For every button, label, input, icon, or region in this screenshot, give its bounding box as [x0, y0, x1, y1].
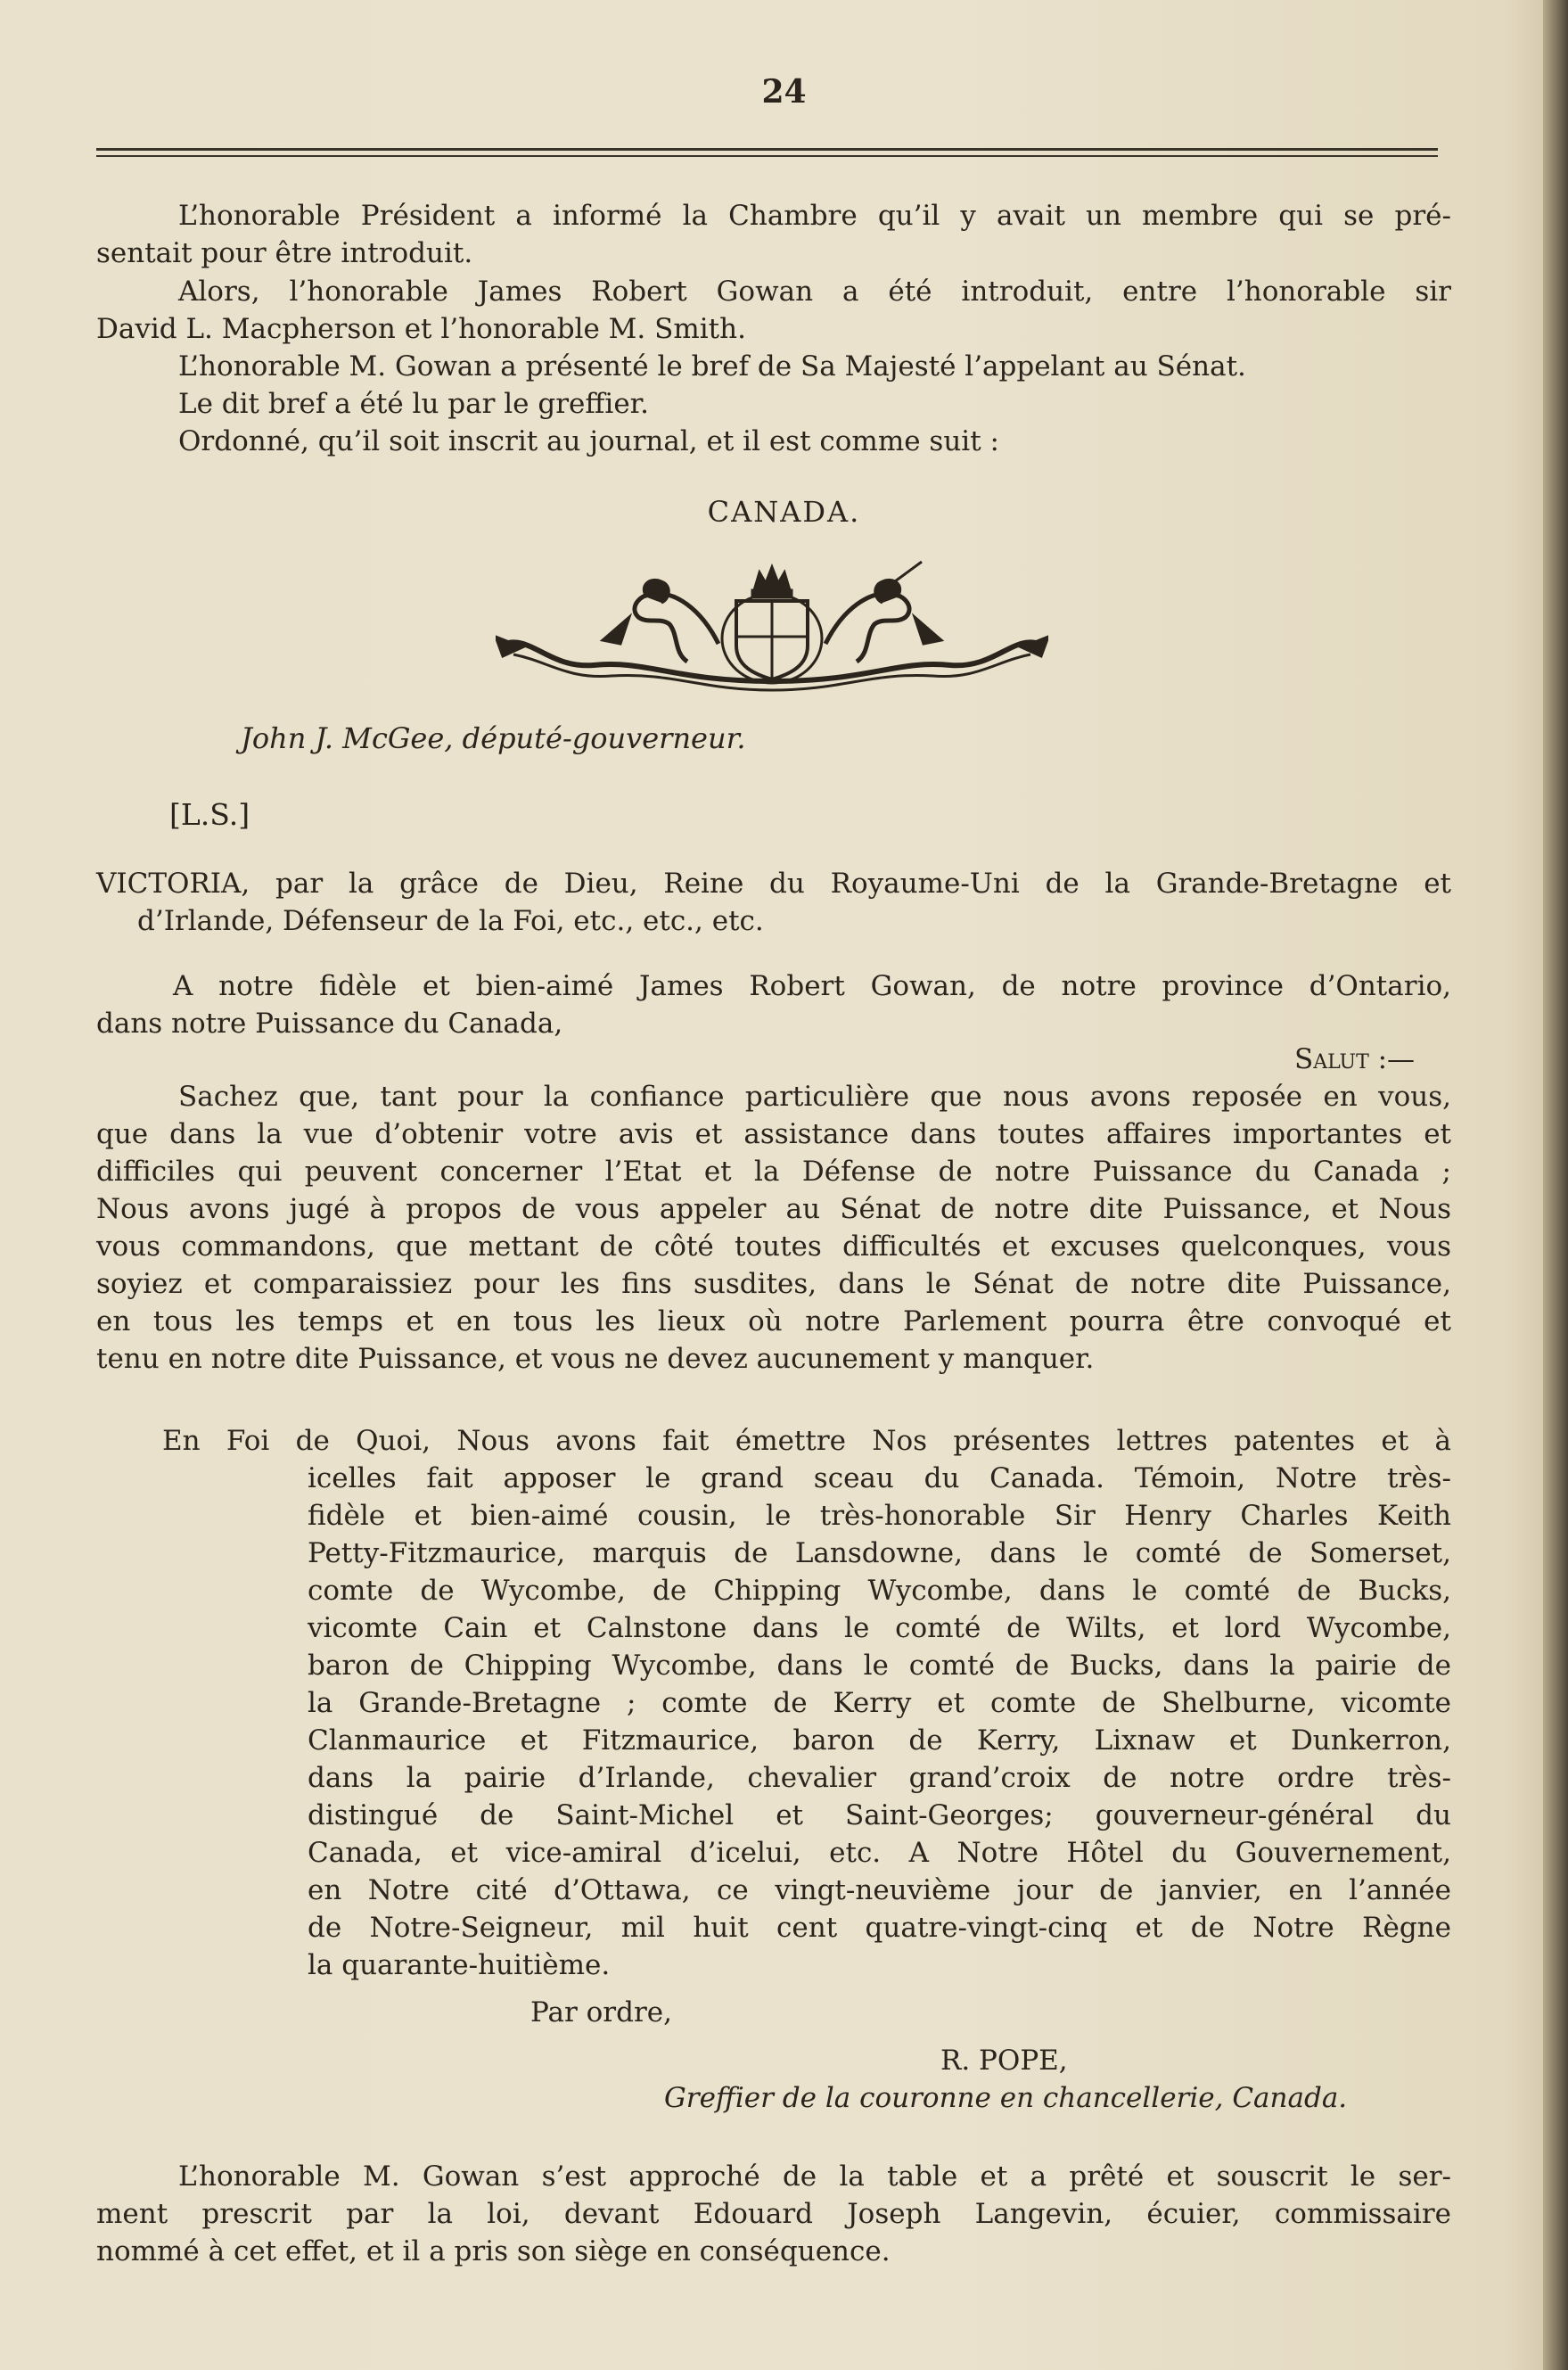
- salut-greeting: Salut :—: [1294, 1043, 1416, 1075]
- text-line: distingué de Saint-Michel et Saint-Georges; gouverneur-général du: [308, 1799, 1451, 1831]
- text-line: Sachez que, tant pour la confiance particulière que nous avons reposée en vous,: [178, 1081, 1451, 1113]
- text-line: en tous les temps et en tous les lieux où notre Parlement pourra être convoqué et: [96, 1305, 1451, 1337]
- text-line: fidèle et bien-aimé cousin, le très-honorable Sir Henry Charles Keith: [308, 1500, 1451, 1532]
- intro-paragraph-2: [96, 273, 1451, 348]
- intro-line: Ordonné, qu’il soit inscrit au journal, et il est comme suit :: [178, 425, 999, 457]
- page-number: 24: [761, 73, 807, 111]
- testimonium-paragraph: [162, 1422, 1451, 1460]
- intro-paragraph-1: [96, 197, 1451, 272]
- text-line: Petty-Fitzmaurice, marquis de Lansdowne, dans le comté de Somerset,: [308, 1537, 1451, 1569]
- testimonium-first-line: En Foi de Quoi, Nous avons fait émettre Nos présentes lettres patentes et à: [162, 1425, 1451, 1457]
- royal-coat-of-arms-icon: [496, 555, 1048, 697]
- intro-line: L’honorable M. Gowan a présenté le bref de Sa Majesté l’appelant au Sénat.: [178, 350, 1246, 383]
- seal-mark: [L.S.]: [169, 797, 250, 832]
- closing-paragraph: [96, 2158, 1451, 2270]
- text-line: en Notre cité d’Ottawa, ce vingt-neuvième jour de janvier, en l’année: [308, 1874, 1451, 1906]
- text-line: que dans la vue d’obtenir votre avis et assistance dans toutes affaires importantes et: [96, 1118, 1451, 1150]
- text-line: L’honorable M. Gowan s’est approché de la table et a prêté et souscrit le ser-: [178, 2160, 1451, 2193]
- header-rule: [96, 148, 1438, 151]
- book-spine-edge: [1543, 0, 1568, 2370]
- deputy-governor-signature: John J. McGee, député-gouverneur.: [241, 721, 746, 755]
- text-line: David L. Macpherson et l’honorable M. Smith.: [96, 313, 746, 345]
- victoria-paragraph: [96, 865, 1451, 940]
- text-line: Alors, l’honorable James Robert Gowan a été introduit, entre l’honorable sir: [178, 276, 1451, 308]
- text-line: A notre fidèle et bien-aimé James Robert Gowan, de notre province d’Ontario,: [173, 970, 1451, 1002]
- header-rule-thin: [96, 155, 1438, 157]
- text-line: dans notre Puissance du Canada,: [96, 1008, 563, 1040]
- text-line: baron de Chipping Wycombe, dans le comté de Bucks, dans la pairie de: [308, 1650, 1451, 1682]
- signatory-name: R. POPE,: [940, 2045, 1068, 2077]
- text-line: Clanmaurice et Fitzmaurice, baron de Kerry, Lixnaw et Dunkerron,: [308, 1724, 1451, 1757]
- text-line: de Notre-Seigneur, mil huit cent quatre-vingt-cinq et de Notre Règne: [308, 1912, 1451, 1944]
- document-heading: CANADA.: [707, 495, 861, 529]
- text-line: ment prescrit par la loi, devant Edouard Joseph Langevin, écuier, commissaire: [96, 2198, 1451, 2230]
- text-line: icelles fait apposer le grand sceau du Canada. Témoin, Notre très-: [308, 1462, 1451, 1494]
- text-line: VICTORIA, par la grâce de Dieu, Reine du Royaume-Uni de la Grande-Bretagne et: [96, 868, 1451, 900]
- text-line: Canada, et vice-amiral d’icelui, etc. A Notre Hôtel du Gouvernement,: [308, 1837, 1451, 1869]
- address-paragraph: [96, 967, 1451, 1042]
- text-line: la Grande-Bretagne ; comte de Kerry et comte de Shelburne, vicomte: [308, 1687, 1451, 1719]
- text-line: dans la pairie d’Irlande, chevalier grand’croix de notre ordre très-: [308, 1762, 1451, 1794]
- writ-body-paragraph: [96, 1078, 1451, 1378]
- text-line: vicomte Cain et Calnstone dans le comté de Wilts, et lord Wycombe,: [308, 1612, 1451, 1644]
- text-line: comte de Wycombe, de Chipping Wycombe, dans le comté de Bucks,: [308, 1575, 1451, 1607]
- text-line: L’honorable Président a informé la Chambre qu’il y avait un membre qui se pré-: [178, 200, 1451, 232]
- testimonium-continuation: [308, 1460, 1451, 1984]
- text-line: difficiles qui peuvent concerner l’Etat et la Défense de notre Puissance du Canada ;: [96, 1156, 1451, 1188]
- signatory-title: Greffier de la couronne en chancellerie, Canada.: [664, 2082, 1348, 2114]
- text-line: soyiez et comparaissiez pour les fins susdites, dans le Sénat de notre dite Puissance,: [96, 1268, 1451, 1300]
- text-line: nommé à cet effet, et il a pris son siège en conséquence.: [96, 2235, 891, 2267]
- par-ordre: Par ordre,: [530, 1996, 672, 2028]
- text-line: Nous avons jugé à propos de vous appeler au Sénat de notre dite Puissance, et Nous: [96, 1193, 1451, 1225]
- text-line: tenu en notre dite Puissance, et vous ne devez aucunement y manquer.: [96, 1343, 1095, 1375]
- text-line: d’Irlande, Défenseur de la Foi, etc., etc., etc.: [137, 905, 764, 937]
- text-line: vous commandons, que mettant de côté toutes difficultés et excuses quelconques, vous: [96, 1230, 1451, 1263]
- intro-line: Le dit bref a été lu par le greffier.: [178, 388, 649, 420]
- text-line: sentait pour être introduit.: [96, 237, 473, 269]
- text-line: la quarante-huitième.: [308, 1949, 611, 1981]
